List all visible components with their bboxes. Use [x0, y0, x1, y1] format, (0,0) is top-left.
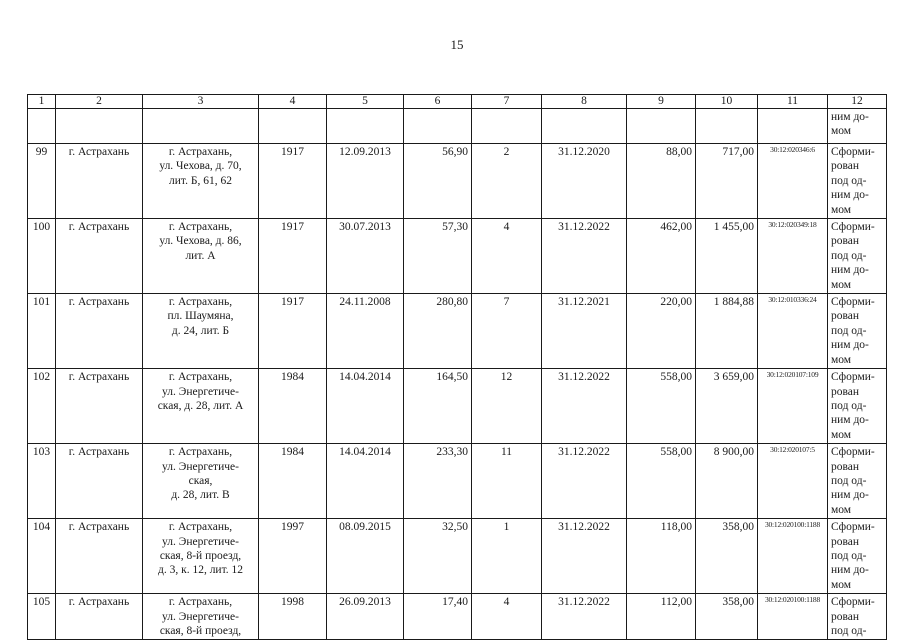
- address-line: г. Астрахань,: [168, 371, 233, 384]
- note-line: мом: [831, 125, 852, 138]
- continuation-row: [28, 109, 887, 144]
- date-cell: 08.09.2015: [327, 519, 404, 594]
- column-header: 7: [472, 95, 542, 109]
- value-col10-cell: 1 884,88: [696, 294, 758, 369]
- note-line: Сформи-: [831, 371, 875, 384]
- address-line: ул. Энергетиче-: [162, 535, 239, 548]
- note-line: под од-: [831, 249, 867, 262]
- row-number-cell: 102: [28, 369, 56, 444]
- address-line: г. Астрахань,: [168, 596, 233, 609]
- address-line: г. Астрахань,: [168, 221, 233, 234]
- cadastral-number-cell: 30:12:020100:1188: [758, 519, 828, 594]
- planned-date-cell: 31.12.2022: [542, 594, 627, 640]
- note-line: рован: [831, 310, 860, 323]
- year-cell: 1997: [259, 519, 327, 594]
- value-col9-cell: 88,00: [627, 144, 696, 219]
- planned-date-cell: 31.12.2022: [542, 519, 627, 594]
- cadastral-number-cell: 30:12:020349:18: [758, 219, 828, 294]
- date-cell: 14.04.2014: [327, 444, 404, 519]
- note-line: ним до-: [831, 339, 869, 352]
- column-header: 4: [259, 95, 327, 109]
- address-line: ул. Чехова, д. 70,: [159, 160, 242, 173]
- note-line: под од-: [831, 174, 867, 187]
- address-line: лит. Б, 61, 62: [169, 174, 232, 187]
- table-row: [28, 144, 887, 219]
- address-cell: [143, 444, 259, 519]
- row-number-cell: 99: [28, 144, 56, 219]
- column-number-row: [28, 95, 887, 109]
- city-cell: г. Астрахань: [56, 219, 143, 294]
- column-header: 12: [828, 95, 887, 109]
- address-line: г. Астрахань,: [168, 296, 233, 309]
- date-cell: 12.09.2013: [327, 144, 404, 219]
- note-line: рован: [831, 160, 860, 173]
- note-line: мом: [831, 578, 852, 591]
- column-header: 3: [143, 95, 259, 109]
- address-line: д. 24, лит. Б: [171, 324, 230, 337]
- note-line: Сформи-: [831, 146, 875, 158]
- cadastral-number-cell: 30:12:020346:6: [758, 144, 828, 219]
- value-col10-cell: 8 900,00: [696, 444, 758, 519]
- note-line: Сформи-: [831, 521, 875, 534]
- year-cell: 1917: [259, 219, 327, 294]
- address-line: г. Астрахань,: [168, 446, 233, 459]
- address-line: пл. Шаумяна,: [167, 310, 234, 323]
- area-cell: 32,50: [404, 519, 472, 594]
- area-cell: 164,50: [404, 369, 472, 444]
- column-header: 9: [627, 95, 696, 109]
- year-cell: 1984: [259, 369, 327, 444]
- note-line: мом: [831, 428, 852, 441]
- address-cell: [143, 219, 259, 294]
- note-line: Сформи-: [831, 446, 875, 459]
- cadastral-number-cell: 30:12:010336:24: [758, 294, 828, 369]
- table-row: [28, 519, 887, 594]
- table-row: [28, 219, 887, 294]
- address-line: д. 28, лит. В: [171, 489, 230, 502]
- table-row: [28, 444, 887, 519]
- year-cell: 1998: [259, 594, 327, 640]
- note-line: под од-: [831, 399, 867, 412]
- note-cell: [828, 444, 887, 519]
- address-line: ул. Чехова, д. 86,: [159, 235, 242, 248]
- value-col10-cell: 358,00: [696, 594, 758, 640]
- value-col9-cell: 462,00: [627, 219, 696, 294]
- value-col9-cell: 558,00: [627, 369, 696, 444]
- cadastral-number-cell: 30:12:020107:5: [758, 444, 828, 519]
- count-cell: 4: [472, 594, 542, 640]
- note-line: ним до-: [831, 111, 869, 123]
- note-cell: [828, 109, 887, 144]
- year-cell: 1917: [259, 294, 327, 369]
- area-cell: 233,30: [404, 444, 472, 519]
- city-cell: г. Астрахань: [56, 594, 143, 640]
- area-cell: 17,40: [404, 594, 472, 640]
- note-line: мом: [831, 503, 852, 516]
- column-header: 1: [28, 95, 56, 109]
- column-header: 6: [404, 95, 472, 109]
- area-cell: 57,30: [404, 219, 472, 294]
- planned-date-cell: 31.12.2020: [542, 144, 627, 219]
- year-cell: 1984: [259, 444, 327, 519]
- value-col10-cell: 3 659,00: [696, 369, 758, 444]
- table-row: [28, 594, 887, 640]
- row-number-cell: 105: [28, 594, 56, 640]
- city-cell: г. Астрахань: [56, 369, 143, 444]
- note-cell: [828, 144, 887, 219]
- planned-date-cell: 31.12.2022: [542, 219, 627, 294]
- count-cell: 11: [472, 444, 542, 519]
- planned-date-cell: 31.12.2022: [542, 369, 627, 444]
- note-line: ним до-: [831, 264, 869, 277]
- planned-date-cell: 31.12.2021: [542, 294, 627, 369]
- note-line: рован: [831, 385, 860, 398]
- note-line: рован: [831, 535, 860, 548]
- value-col9-cell: 558,00: [627, 444, 696, 519]
- note-line: Сформи-: [831, 296, 875, 309]
- note-line: мом: [831, 278, 852, 291]
- note-line: рован: [831, 610, 860, 623]
- cadastral-number-cell: 30:12:020100:1188: [758, 594, 828, 640]
- address-line: г. Астрахань,: [168, 521, 233, 534]
- count-cell: 1: [472, 519, 542, 594]
- value-col10-cell: 717,00: [696, 144, 758, 219]
- address-cell: [143, 369, 259, 444]
- row-number-cell: 104: [28, 519, 56, 594]
- address-line: ская,: [188, 474, 213, 487]
- cadastral-number-cell: 30:12:020107:109: [758, 369, 828, 444]
- date-cell: 14.04.2014: [327, 369, 404, 444]
- note-cell: [828, 369, 887, 444]
- column-header: 8: [542, 95, 627, 109]
- count-cell: 2: [472, 144, 542, 219]
- count-cell: 12: [472, 369, 542, 444]
- table-row: [28, 294, 887, 369]
- area-cell: 56,90: [404, 144, 472, 219]
- row-number-cell: 101: [28, 294, 56, 369]
- date-cell: 30.07.2013: [327, 219, 404, 294]
- note-line: ним до-: [831, 489, 869, 502]
- city-cell: г. Астрахань: [56, 294, 143, 369]
- address-line: д. 3, к. 12, лит. 12: [158, 564, 243, 577]
- note-cell: [828, 519, 887, 594]
- column-header: 5: [327, 95, 404, 109]
- table-row: [28, 369, 887, 444]
- note-line: под од-: [831, 474, 867, 487]
- address-line: лит. А: [185, 249, 216, 262]
- housing-register-table: [27, 94, 887, 640]
- note-line: мом: [831, 353, 852, 366]
- year-cell: 1917: [259, 144, 327, 219]
- note-line: Сформи-: [831, 596, 875, 609]
- address-line: ул. Энергетиче-: [162, 610, 239, 623]
- value-col10-cell: 1 455,00: [696, 219, 758, 294]
- area-cell: 280,80: [404, 294, 472, 369]
- address-cell: [143, 294, 259, 369]
- column-header: 11: [758, 95, 828, 109]
- note-line: ним до-: [831, 189, 869, 202]
- value-col9-cell: 118,00: [627, 519, 696, 594]
- note-line: под од-: [831, 549, 867, 562]
- note-line: под од-: [831, 625, 867, 637]
- address-line: ул. Энергетиче-: [162, 460, 239, 473]
- address-cell: [143, 594, 259, 640]
- note-cell: [828, 294, 887, 369]
- address-line: ская, 8-й проезд,: [159, 625, 242, 637]
- value-col9-cell: 220,00: [627, 294, 696, 369]
- date-cell: 24.11.2008: [327, 294, 404, 369]
- column-header: 2: [56, 95, 143, 109]
- note-line: ним до-: [831, 564, 869, 577]
- note-line: Сформи-: [831, 221, 875, 234]
- address-cell: [143, 144, 259, 219]
- note-line: под од-: [831, 324, 867, 337]
- row-number-cell: 100: [28, 219, 56, 294]
- note-line: рован: [831, 235, 860, 248]
- note-cell: [828, 594, 887, 640]
- address-line: ская, 8-й проезд,: [159, 549, 242, 562]
- date-cell: 26.09.2013: [327, 594, 404, 640]
- address-line: г. Астрахань,: [168, 146, 233, 158]
- city-cell: г. Астрахань: [56, 444, 143, 519]
- address-line: ская, д. 28, лит. А: [157, 399, 244, 412]
- address-line: ул. Энергетиче-: [162, 385, 239, 398]
- count-cell: 7: [472, 294, 542, 369]
- count-cell: 4: [472, 219, 542, 294]
- city-cell: г. Астрахань: [56, 144, 143, 219]
- row-number-cell: 103: [28, 444, 56, 519]
- note-line: рован: [831, 460, 860, 473]
- value-col10-cell: 358,00: [696, 519, 758, 594]
- address-cell: [143, 519, 259, 594]
- planned-date-cell: 31.12.2022: [542, 444, 627, 519]
- note-cell: [828, 219, 887, 294]
- note-line: ним до-: [831, 414, 869, 427]
- note-line: мом: [831, 203, 852, 216]
- value-col9-cell: 112,00: [627, 594, 696, 640]
- city-cell: г. Астрахань: [56, 519, 143, 594]
- page-number: 15: [450, 37, 464, 52]
- column-header: 10: [696, 95, 758, 109]
